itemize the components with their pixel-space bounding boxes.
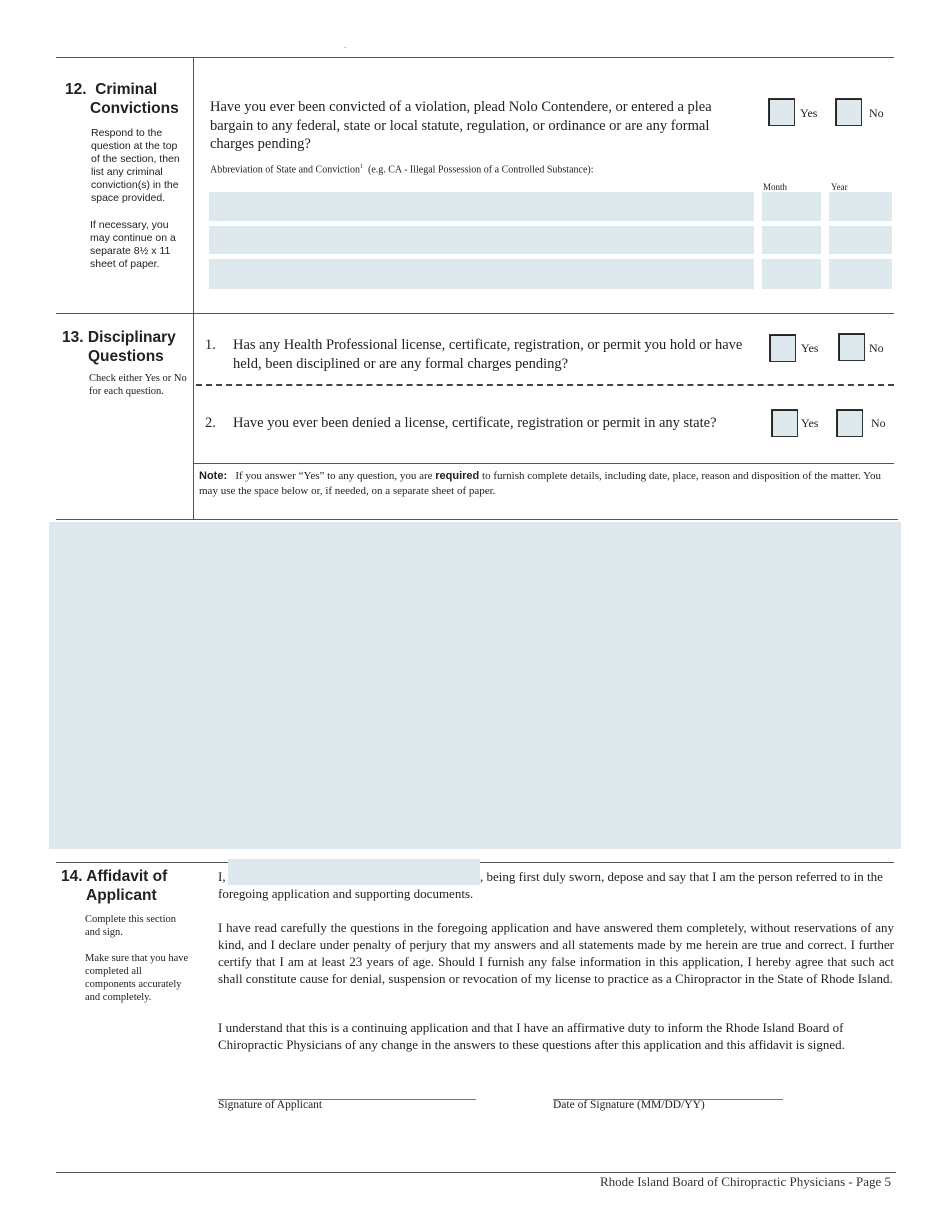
section12-instructions-1: Respond to the question at the top of the section, then list any criminal conviction(s) in the space provided.	[91, 127, 180, 204]
q1-no-label: No	[869, 341, 884, 355]
q1-text: Has any Health Professional license, certificate, registration, or permit you hold or have held, been disciplined or are any formal charges pending?	[233, 337, 743, 372]
q1-yes-checkbox[interactable]	[769, 334, 796, 362]
q2-yes-label: Yes	[801, 416, 819, 430]
section12-instructions-2: If necessary, you may continue on a separate 8½ x 11 sheet of paper.	[90, 219, 176, 270]
footer-rule	[56, 1172, 896, 1173]
q1-no-checkbox[interactable]	[838, 333, 865, 361]
section14-instructions-2: Make sure that you have completed all components accurately and completely.	[85, 953, 189, 1003]
note-pre: If you answer “Yes” to any question, you are	[235, 470, 433, 482]
section14-instructions-1: Complete this section and sign.	[85, 914, 176, 938]
section14-title	[61, 867, 167, 886]
note-post: to furnish complete details, including date, place, reason and disposition of the matter. You may use the space below or, if needed, on a separate sheet of paper.	[199, 470, 881, 497]
conviction-field-1[interactable]	[209, 192, 754, 221]
section14-title-line2: Applicant	[86, 887, 157, 904]
section12-yes-label: Yes	[800, 106, 818, 120]
affidavit-para1-text: , being first duly sworn, depose and say that I am the person referred to in the foregoing application and supporting documents.	[218, 869, 883, 901]
top-rule	[56, 57, 894, 58]
affidavit-para1-rest	[218, 868, 894, 902]
section12-yes-checkbox[interactable]	[768, 98, 795, 126]
section13-instructions: Check either Yes or No for each question.	[89, 373, 187, 397]
section13-title-line1: Disciplinary	[87, 329, 176, 346]
section14-title-line1: Affidavit of	[86, 868, 168, 885]
date-label: Date of Signature (MM/DD/YY)	[553, 1099, 705, 1111]
q1-yes-label: Yes	[801, 341, 819, 355]
abbreviation-example: (e.g. CA - Illegal Possession of a Controlled Substance):	[367, 164, 594, 176]
conviction-field-3[interactable]	[209, 259, 754, 289]
section12-no-checkbox[interactable]	[835, 98, 862, 126]
section12-no-label: No	[869, 106, 884, 120]
conviction-month-1[interactable]	[762, 192, 821, 221]
abbreviation-label	[210, 164, 594, 175]
conviction-year-2[interactable]	[829, 226, 892, 254]
section12-question: Have you ever been convicted of a violation, plead Nolo Contendere, or entered a plea bargain to any federal, state or local statute, regulation, or ordinance or are any formal charges pending?	[210, 99, 712, 152]
abbreviation-footnote: 1	[359, 164, 363, 170]
section14-number: 14.	[61, 868, 83, 885]
section12-title-line2: Convictions	[90, 100, 179, 117]
month-header: Month	[763, 182, 788, 192]
section12-divider	[193, 57, 194, 313]
section13-note	[199, 469, 889, 499]
section12-title-line1: Criminal	[95, 81, 158, 98]
note-required: required	[435, 470, 480, 482]
note-rule	[194, 463, 894, 464]
q2-text: Have you ever been denied a license, certificate, registration or permit in any state?	[233, 415, 717, 431]
year-header: Year	[831, 182, 848, 192]
section12-bottom-rule	[56, 313, 894, 314]
conviction-month-3[interactable]	[762, 259, 821, 289]
conviction-year-1[interactable]	[829, 192, 892, 221]
note-label: Note:	[199, 470, 228, 482]
section12-title	[65, 80, 157, 99]
abbreviation-label-text: Abbreviation of State and Conviction	[210, 164, 360, 176]
q2-no-checkbox[interactable]	[836, 409, 863, 437]
section12-number: 12.	[65, 81, 87, 98]
question-separator	[196, 384, 894, 386]
footer-text: Rhode Island Board of Chiropractic Physicians - Page 5	[600, 1174, 891, 1189]
affidavit-para3: I understand that this is a continuing application and that I have an affirmative duty to inform the Rhode Island Board of Chiropractic Physicians of any change in the answers to these questions after this application and this affidavit is signed.	[218, 1020, 845, 1052]
q2-number: 2.	[205, 415, 216, 431]
section13-bottom-rule	[56, 519, 898, 520]
section13-title-line2: Questions	[88, 348, 164, 365]
section13-number: 13.	[62, 329, 84, 346]
conviction-month-2[interactable]	[762, 226, 821, 254]
explanation-textarea[interactable]	[49, 522, 901, 849]
affidavit-intro-i: I,	[218, 869, 226, 884]
signature-label: Signature of Applicant	[218, 1099, 323, 1111]
affidavit-para2: I have read carefully the questions in the foregoing application and have answered them completely, without reservations of any kind, and I declare under penalty of perjury that my answers and all statements made by me herein are true and correct. I further certify that I am at least 23 years of age. Should I furnish any false information in this application, I hereby agree that such act shall constitute cause for denial, suspension or revocation of my license to practice as a Chiropractor in the State of Rhode Island.	[218, 920, 894, 986]
section13-divider	[193, 313, 194, 519]
q2-no-label: No	[871, 416, 886, 430]
header-mark: .	[344, 40, 347, 50]
conviction-year-3[interactable]	[829, 259, 892, 289]
section13-title	[62, 328, 176, 347]
conviction-field-2[interactable]	[209, 226, 754, 254]
q2-yes-checkbox[interactable]	[771, 409, 798, 437]
q1-number: 1.	[205, 337, 216, 353]
